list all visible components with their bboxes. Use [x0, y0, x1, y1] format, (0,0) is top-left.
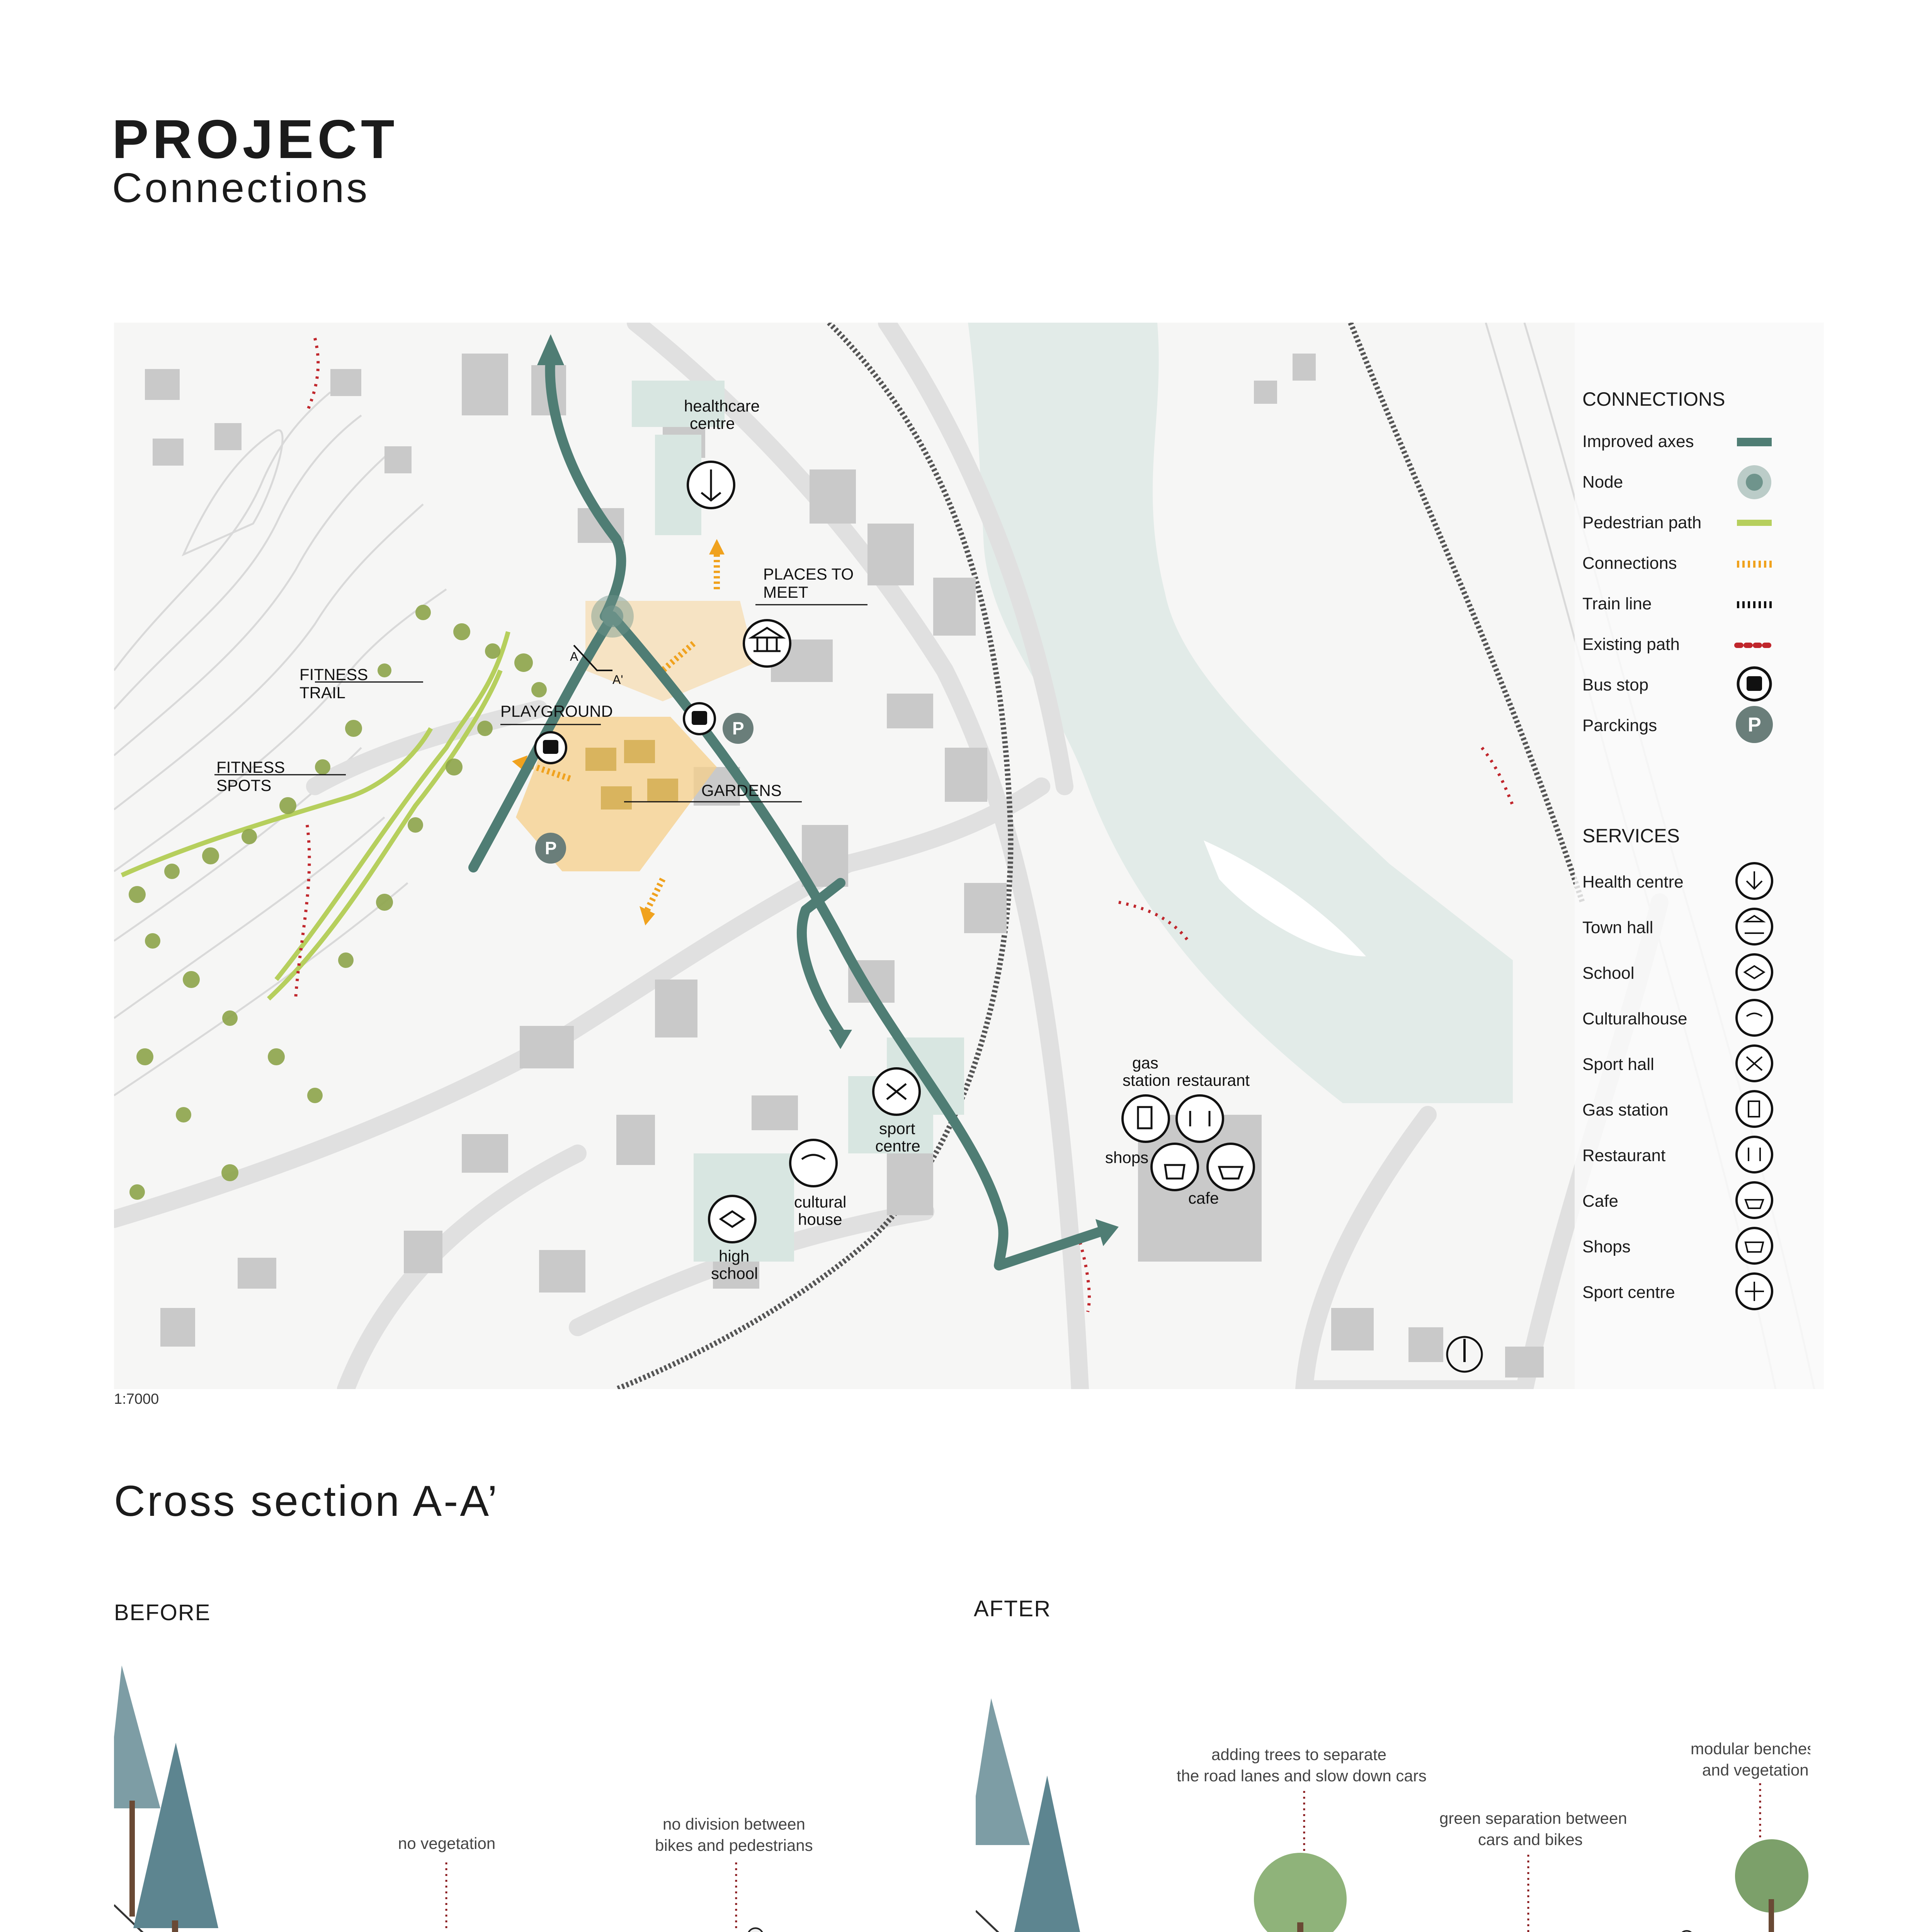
gardens-label: GARDENS	[701, 781, 782, 799]
restaurant-icon	[1177, 1095, 1223, 1142]
svg-text:bikes and pedestrians: bikes and pedestrians	[655, 1836, 813, 1854]
map-scale: 1:7000	[114, 1391, 159, 1407]
legend-item-parkings: Parckings	[1582, 716, 1657, 735]
section-title: Cross section A-A’	[114, 1477, 499, 1525]
svg-text:house: house	[798, 1210, 842, 1228]
legend-item-node: Node	[1582, 473, 1623, 492]
gas-station-label: gas	[1132, 1054, 1158, 1072]
svg-text:P: P	[732, 718, 744, 738]
svg-text:centre: centre	[690, 414, 735, 432]
svg-text:P: P	[545, 838, 557, 858]
section-a-label: A	[570, 650, 578, 663]
legend-service-cafe: Cafe	[1582, 1192, 1618, 1211]
legend-item-train-line: Train line	[1582, 594, 1652, 613]
legend-item-existing-path: Existing path	[1582, 635, 1680, 654]
high-school-icon	[709, 1196, 755, 1242]
legend-service-sport-hall: Sport hall	[1582, 1055, 1654, 1074]
section-after-label: AFTER	[974, 1596, 1051, 1621]
svg-text:cars and bikes: cars and bikes	[1478, 1830, 1583, 1849]
places-to-meet-label: PLACES TO	[763, 565, 854, 583]
legend-item-connections: Connections	[1582, 554, 1677, 573]
legend-services-title: SERVICES	[1582, 825, 1680, 847]
annotation-green-separation: green separation between	[1439, 1809, 1627, 1827]
svg-text:the road lanes and slow down c: the road lanes and slow down cars	[1177, 1767, 1427, 1785]
annotation-no-division: no division between	[663, 1815, 805, 1833]
svg-text:and vegetation: and vegetation	[1702, 1761, 1809, 1779]
restaurant-label: restaurant	[1177, 1071, 1250, 1089]
fitness-trail-label: FITNESS	[299, 665, 368, 684]
conifer-trees	[114, 1665, 218, 1932]
sport-centre-label: sport	[879, 1119, 915, 1138]
fitness-spots-label: FITNESS	[216, 758, 285, 776]
annotation-no-vegetation: no vegetation	[398, 1834, 496, 1852]
conifer-trees	[976, 1698, 1088, 1932]
legend-service-town-hall: Town hall	[1582, 918, 1653, 937]
page-title: PROJECT	[112, 109, 398, 170]
legend-service-restaurant: Restaurant	[1582, 1146, 1666, 1165]
svg-text:P: P	[1748, 714, 1761, 736]
shops-label: shops	[1105, 1148, 1149, 1167]
svg-text:SPOTS: SPOTS	[216, 776, 272, 794]
svg-text:MEET: MEET	[763, 583, 808, 601]
playground-label: PLAYGROUND	[500, 702, 613, 720]
cultural-house-icon	[790, 1140, 837, 1186]
shops-icon	[1152, 1144, 1198, 1190]
street-tree	[1254, 1853, 1347, 1932]
healthcare-label: healthcare	[684, 397, 760, 415]
legend-item-improved-axes: Improved axes	[1582, 432, 1694, 451]
legend-service-shops: Shops	[1582, 1237, 1631, 1256]
svg-text:centre: centre	[875, 1137, 920, 1155]
legend-service-school: School	[1582, 964, 1635, 983]
pedestrians	[667, 1928, 794, 1932]
legend-service-sport-centre: Sport centre	[1582, 1283, 1675, 1302]
section-before-drawing	[114, 1634, 943, 1932]
annotation-trees: adding trees to separate	[1211, 1745, 1386, 1764]
legend-service-cultural-house: Culturalhouse	[1582, 1009, 1687, 1028]
annotation-benches: modular benches	[1691, 1740, 1810, 1758]
section-a-prime-label: A'	[612, 673, 623, 687]
section-before-label: BEFORE	[114, 1600, 211, 1625]
cultural-house-label: cultural	[794, 1193, 847, 1211]
page-subtitle: Connections	[112, 164, 370, 211]
legend-item-pedestrian-path: Pedestrian path	[1582, 513, 1702, 532]
section-after-drawing	[976, 1629, 1810, 1932]
gas-station-icon	[1123, 1095, 1169, 1142]
svg-text:school: school	[711, 1264, 758, 1282]
legend-service-health: Health centre	[1582, 872, 1684, 891]
high-school-label: high	[719, 1247, 750, 1265]
bench-tree	[1735, 1839, 1808, 1932]
legend-connections-title: CONNECTIONS	[1582, 388, 1725, 410]
svg-text:TRAIL: TRAIL	[299, 684, 346, 702]
site-map-drawing	[114, 323, 1824, 1389]
svg-text:station: station	[1123, 1071, 1170, 1089]
legend-item-bus-stop: Bus stop	[1582, 675, 1649, 694]
site-map	[114, 323, 1824, 1389]
cafe-label: cafe	[1188, 1189, 1219, 1207]
legend-service-gas-station: Gas station	[1582, 1100, 1669, 1119]
